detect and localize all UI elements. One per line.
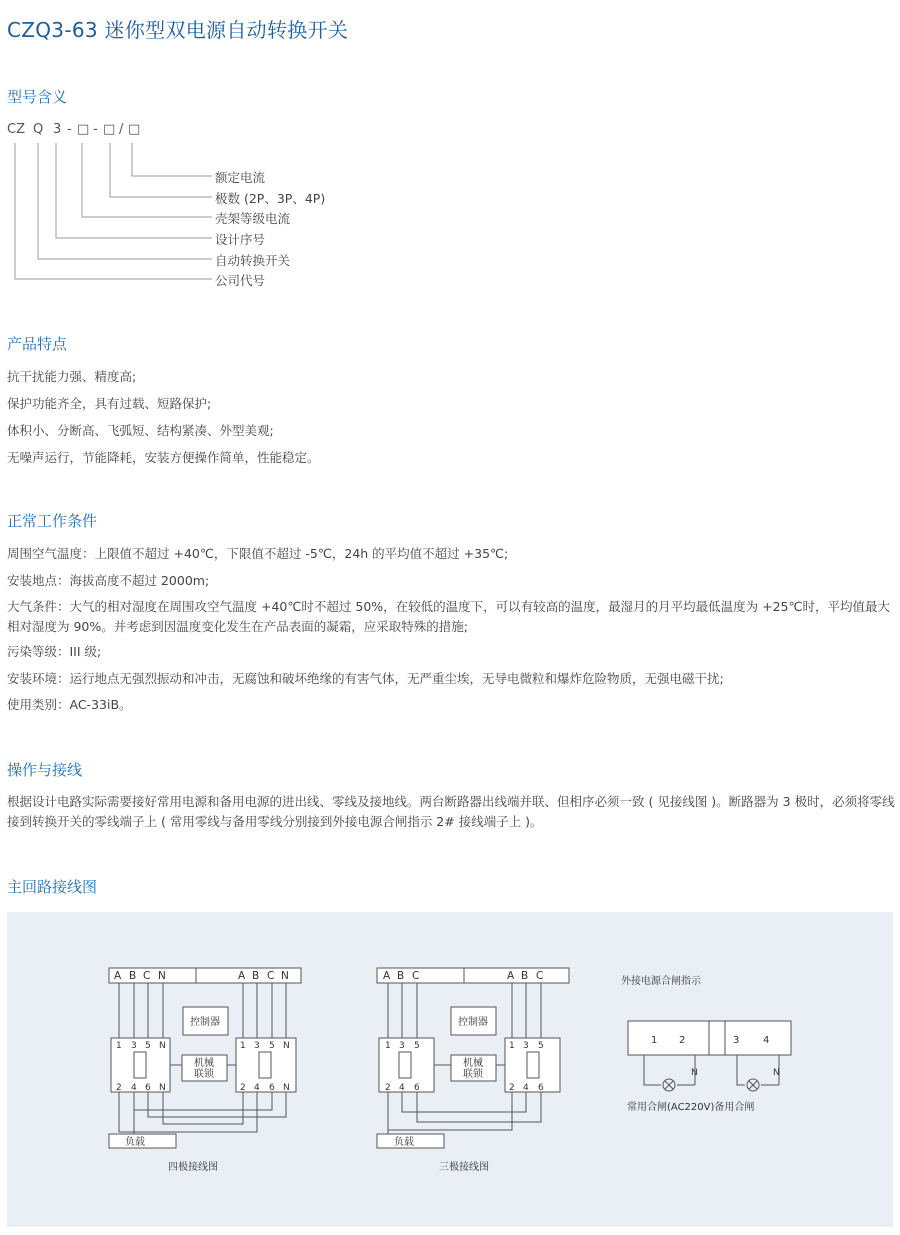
phase-label: C xyxy=(143,970,151,982)
legend-item: 公司代号 xyxy=(215,273,266,288)
section-heading-model: 型号含义 xyxy=(7,88,68,106)
load-label: 负载 xyxy=(125,1137,145,1148)
feature-item: 无噪声运行，节能降耗，安装方便操作简单，性能稳定。 xyxy=(7,450,320,465)
condition-item xyxy=(7,540,508,567)
indicator-caption: 常用合闸(AC220V)备用合闸 xyxy=(627,1102,755,1113)
terminal-label: 2 xyxy=(509,1083,515,1093)
code-part: □ xyxy=(128,122,141,137)
four-pole-caption: 四极接线图 xyxy=(168,1162,218,1173)
terminal-label: N xyxy=(283,1041,290,1051)
terminal-label: 2 xyxy=(385,1083,391,1093)
neutral-label: N xyxy=(691,1068,698,1078)
phase-label: A xyxy=(507,970,515,982)
terminal-label: 4 xyxy=(131,1083,137,1093)
condition-item xyxy=(7,638,101,665)
code-part: □ xyxy=(77,122,90,137)
neutral-label: N xyxy=(773,1068,780,1078)
interlock-label: 联锁 xyxy=(194,1069,214,1080)
section-heading-operation: 操作与接线 xyxy=(7,761,83,779)
phase-label: N xyxy=(158,970,166,982)
condition-text: 安装环境：运行地点无强烈振动和冲击，无腐蚀和破坏绝缘的有害气体，无严重尘埃，无导电微粒和爆炸危险物质，无强电磁干扰; xyxy=(7,671,724,686)
condition-text: 安装地点：海拔高度不超过 2000m; xyxy=(7,573,210,588)
terminal-label: N xyxy=(283,1083,290,1093)
condition-item xyxy=(7,567,209,594)
features-list xyxy=(7,363,320,471)
page-title: CZQ3-63 迷你型双电源自动转换开关 xyxy=(7,18,349,42)
phase-label: C xyxy=(412,970,420,982)
terminal-label: 6 xyxy=(414,1083,420,1093)
operation-text: 根据设计电路实际需要接好常用电源和备用电源的进出线、零线及接地线。两台断路器出线端并联、但相序必须一致 ( 见接线图 )。断路器为 3 极时，必须将零线接到转换开关的零线端子上 ( 常用零线与备用零线分别接到外接电源合闸指示 2# 接线端子上 )。 xyxy=(7,794,895,829)
interlock-label: 联锁 xyxy=(463,1069,483,1080)
phase-label: B xyxy=(252,970,260,982)
terminal-label: 5 xyxy=(414,1041,420,1051)
code-part: Q xyxy=(33,122,44,137)
phase-label: C xyxy=(536,970,544,982)
legend-item: 额定电流 xyxy=(215,170,266,185)
phase-label: B xyxy=(129,970,137,982)
phase-label: N xyxy=(281,970,289,982)
terminal-label: 5 xyxy=(269,1041,275,1051)
code-part: 3 xyxy=(53,122,62,137)
indicator-terminal: 2 xyxy=(679,1035,686,1046)
terminal-label: N xyxy=(159,1083,166,1093)
phase-label: A xyxy=(383,970,391,982)
phase-label: A xyxy=(238,970,246,982)
code-part: □ xyxy=(103,122,116,137)
three-pole-caption: 三极接线图 xyxy=(439,1162,489,1173)
terminal-label: N xyxy=(159,1041,166,1051)
terminal-label: 2 xyxy=(116,1083,122,1093)
terminal-label: 3 xyxy=(254,1041,260,1051)
wiring-diagram xyxy=(7,912,893,1227)
terminal-label: 3 xyxy=(399,1041,405,1051)
section-heading-features: 产品特点 xyxy=(7,335,68,353)
feature-item: 抗干扰能力强、精度高; xyxy=(7,369,137,384)
wiring-diagram-panel xyxy=(7,912,893,1227)
condition-text: 周围空气温度：上限值不超过 +40℃，下限值不超过 -5℃，24h 的平均值不超过 +35℃; xyxy=(7,546,509,561)
terminal-label: 3 xyxy=(523,1041,529,1051)
terminal-label: 6 xyxy=(538,1083,544,1093)
condition-text: 污染等级：III 级; xyxy=(7,644,102,659)
section-heading-diagram: 主回路接线图 xyxy=(7,878,98,896)
terminal-label: 1 xyxy=(240,1041,246,1051)
condition-item xyxy=(7,665,724,692)
terminal-label: 3 xyxy=(131,1041,137,1051)
legend-item: 设计序号 xyxy=(215,232,266,247)
terminal-label: 1 xyxy=(509,1041,515,1051)
terminal-label: 5 xyxy=(145,1041,151,1051)
terminal-label: 6 xyxy=(145,1083,151,1093)
terminal-label: 2 xyxy=(240,1083,246,1093)
condition-text: 使用类别：AC-33iB。 xyxy=(7,697,132,712)
condition-item xyxy=(7,691,132,718)
code-part: - xyxy=(93,122,98,137)
feature-item: 保护功能齐全，具有过载、短路保护; xyxy=(7,396,212,411)
feature-item: 体积小、分断高、飞弧短、结构紧凑、外型美观; xyxy=(7,423,274,438)
legend-item: 壳架等级电流 xyxy=(215,211,291,226)
load-label: 负载 xyxy=(394,1137,414,1148)
terminal-label: 4 xyxy=(254,1083,260,1093)
code-part: / xyxy=(119,122,124,137)
phase-label: A xyxy=(114,970,122,982)
terminal-label: 4 xyxy=(399,1083,405,1093)
controller-label: 控制器 xyxy=(190,1017,220,1028)
indicator-terminal: 3 xyxy=(733,1035,740,1046)
indicator-title: 外接电源合闸指示 xyxy=(621,976,701,987)
legend-item: 极数 (2P、3P、4P) xyxy=(215,191,326,206)
interlock-label: 机械 xyxy=(194,1058,214,1069)
legend-item: 自动转换开关 xyxy=(215,253,291,268)
model-code-leader-lines xyxy=(0,0,230,300)
terminal-label: 5 xyxy=(538,1041,544,1051)
code-part: - xyxy=(67,122,72,137)
phase-label: B xyxy=(521,970,529,982)
interlock-label: 机械 xyxy=(463,1058,483,1069)
indicator-terminal: 1 xyxy=(651,1035,658,1046)
controller-label: 控制器 xyxy=(458,1017,488,1028)
terminal-label: 6 xyxy=(269,1083,275,1093)
indicator-terminal: 4 xyxy=(763,1035,770,1046)
code-part: CZ xyxy=(7,122,25,137)
condition-item: 大气条件：大气的相对湿度在周围攻空气温度 +40℃时不超过 50%，在较低的温度下，可以有较高的温度，最湿月的月平均最低温度为 +25℃时，平均值最大相对湿度为 90%。并考虑到因温度变化发生在产品表面的凝霜，应采取特殊的措施; xyxy=(7,599,891,634)
terminal-label: 1 xyxy=(385,1041,391,1051)
terminal-label: 4 xyxy=(523,1083,529,1093)
terminal-label: 1 xyxy=(116,1041,122,1051)
phase-label: B xyxy=(397,970,405,982)
phase-label: C xyxy=(267,970,275,982)
section-heading-conditions: 正常工作条件 xyxy=(7,512,98,530)
